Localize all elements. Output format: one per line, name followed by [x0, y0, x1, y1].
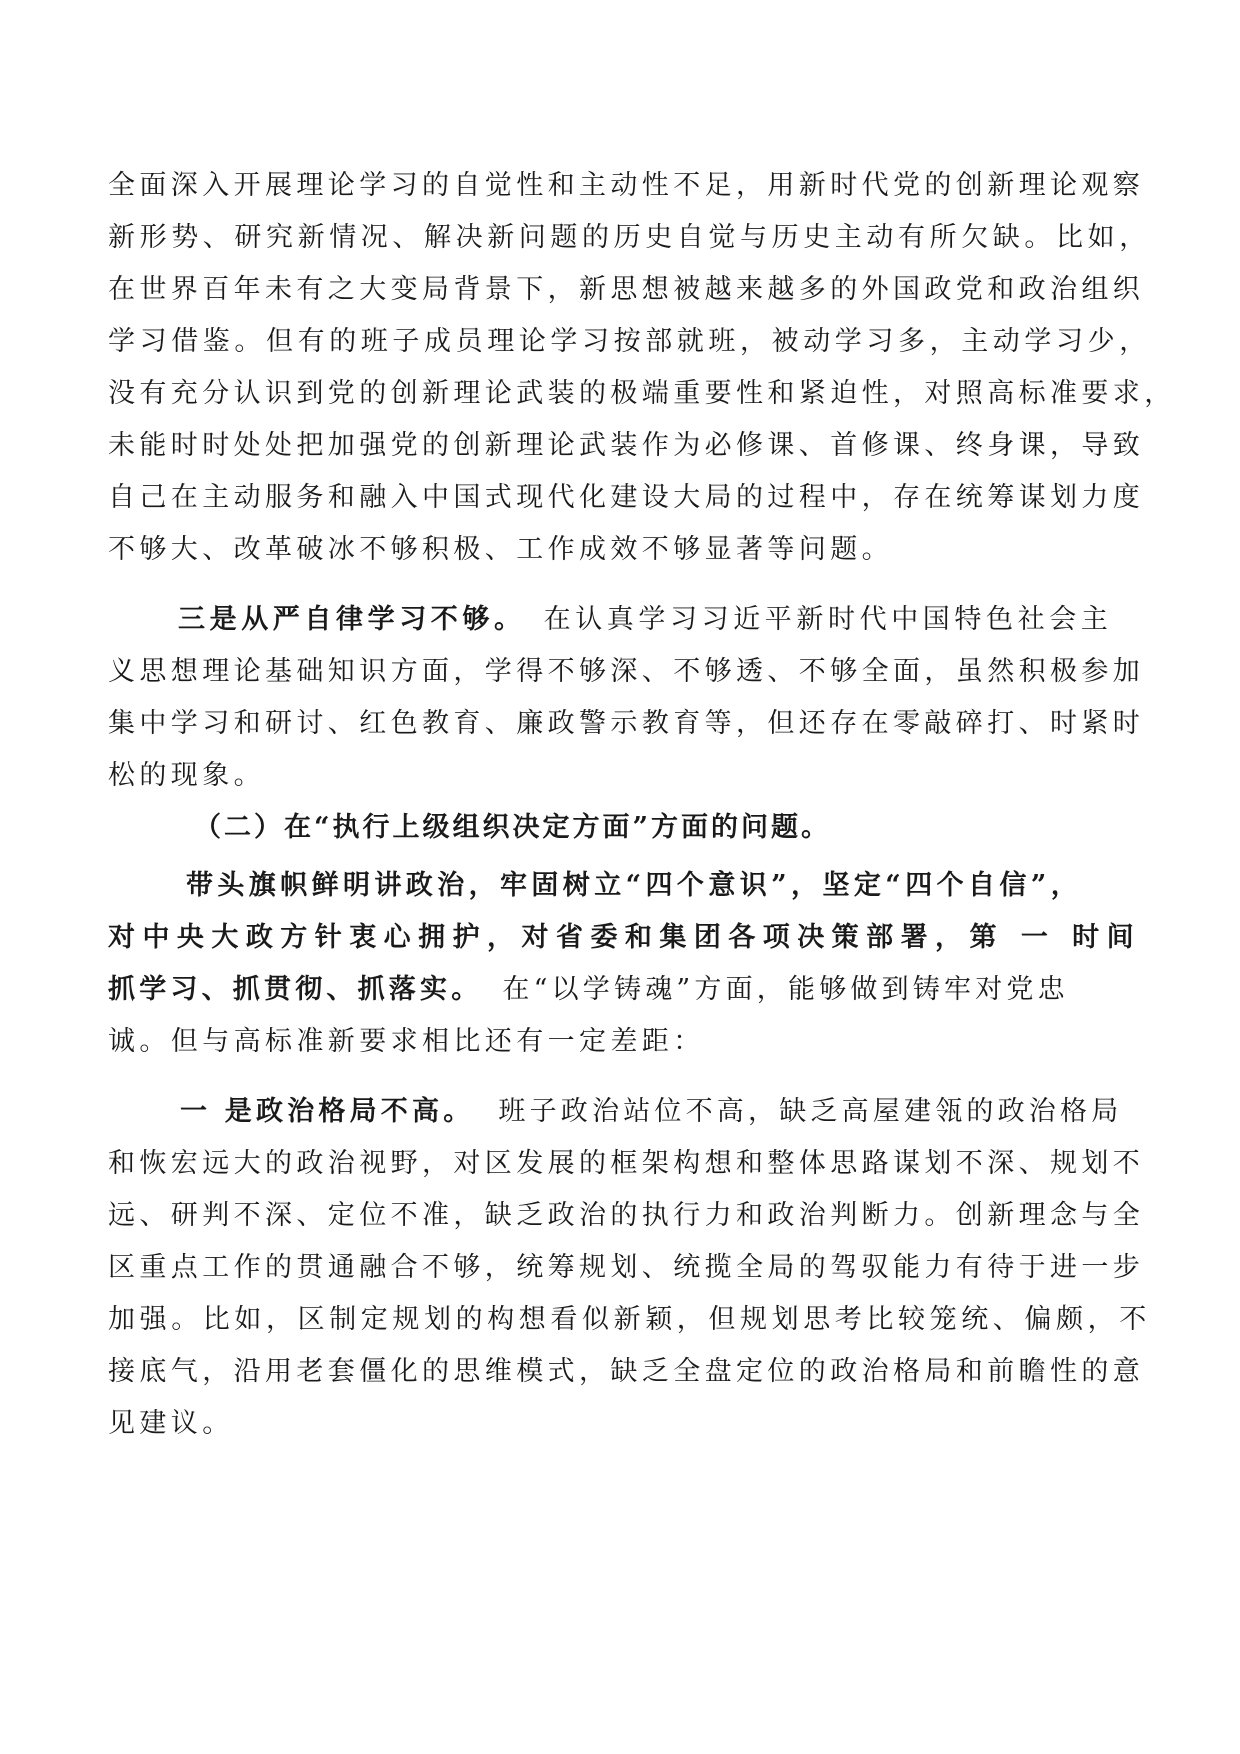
bold-text-line: 对中央大政方针衷心拥护，对省委和集团各项决策部署，第 一 时间	[108, 922, 1138, 953]
body-text-line: 和恢宏远大的政治视野，对区发展的框架构想和整体思路谋划不深、规划不	[108, 1148, 1145, 1179]
paragraph-mixed-line	[108, 972, 1138, 1008]
body-text-line: 远、研判不深、定位不准，缺乏政治的执行力和政治判断力。创新理念与全	[108, 1200, 1145, 1231]
paragraph-first-line	[178, 602, 1138, 638]
bold-text-line: 带头旗帜鲜明讲政治，牢固树立“四个意识”，坚定“四个自信”，	[186, 870, 1083, 901]
body-text-line: 新形势、研究新情况、解决新问题的历史自觉与历史主动有所欠缺。比如，	[108, 222, 1151, 253]
body-text-line: 加强。比如，区制定规划的构想看似新颖，但规划思考比较笼统、偏颇，不	[108, 1304, 1151, 1335]
body-text-line: 没有充分认识到党的创新理论武装的极端重要性和紧迫性，对照高标准要求，	[108, 378, 1176, 409]
body-text-line: 不够大、改革破冰不够积极、工作成效不够显著等问题。	[108, 534, 893, 565]
body-text: 在“以学铸魂”方面，能够做到铸牢对党忠	[502, 974, 1069, 1005]
section-heading: （二）在“执行上级组织决定方面”方面的问题。	[194, 812, 832, 843]
body-text: 班子政治站位不高，缺乏高屋建瓴的政治格局	[498, 1096, 1123, 1127]
body-text-line: 松的现象。	[108, 760, 265, 791]
paragraph-heading: 一 是政治格局不高。	[180, 1096, 475, 1127]
body-text: 在认真学习习近平新时代中国特色社会主	[543, 604, 1113, 635]
body-text-line: 见建议。	[108, 1408, 234, 1439]
body-text-line: 诚。但与高标准新要求相比还有一定差距：	[108, 1026, 705, 1057]
body-text-line: 区重点工作的贯通融合不够，统筹规划、统揽全局的驾驭能力有待于进一步	[108, 1252, 1145, 1283]
body-text-line: 义思想理论基础知识方面，学得不够深、不够透、不够全面，虽然积极参加	[108, 656, 1145, 687]
bold-text: 抓学习、抓贯彻、抓落实。	[108, 974, 483, 1005]
body-text-line: 全面深入开展理论学习的自觉性和主动性不足，用新时代党的创新理论观察	[108, 170, 1145, 201]
paragraph-heading: 三是从严自律学习不够。	[178, 604, 526, 635]
body-text-line: 学习借鉴。但有的班子成员理论学习按部就班，被动学习多，主动学习少，	[108, 326, 1151, 357]
paragraph-first-line	[180, 1094, 1138, 1130]
body-text-line: 自己在主动服务和融入中国式现代化建设大局的过程中，存在统筹谋划力度	[108, 482, 1145, 513]
body-text-line: 在世界百年未有之大变局背景下，新思想被越来越多的外国政党和政治组织	[108, 274, 1145, 305]
body-text-line: 未能时时处处把加强党的创新理论武装作为必修课、首修课、终身课，导致	[108, 430, 1145, 461]
body-text-line: 集中学习和研讨、红色教育、廉政警示教育等，但还存在零敲碎打、时紧时	[108, 708, 1145, 739]
body-text-line: 接底气，沿用老套僵化的思维模式，缺乏全盘定位的政治格局和前瞻性的意	[108, 1356, 1145, 1387]
